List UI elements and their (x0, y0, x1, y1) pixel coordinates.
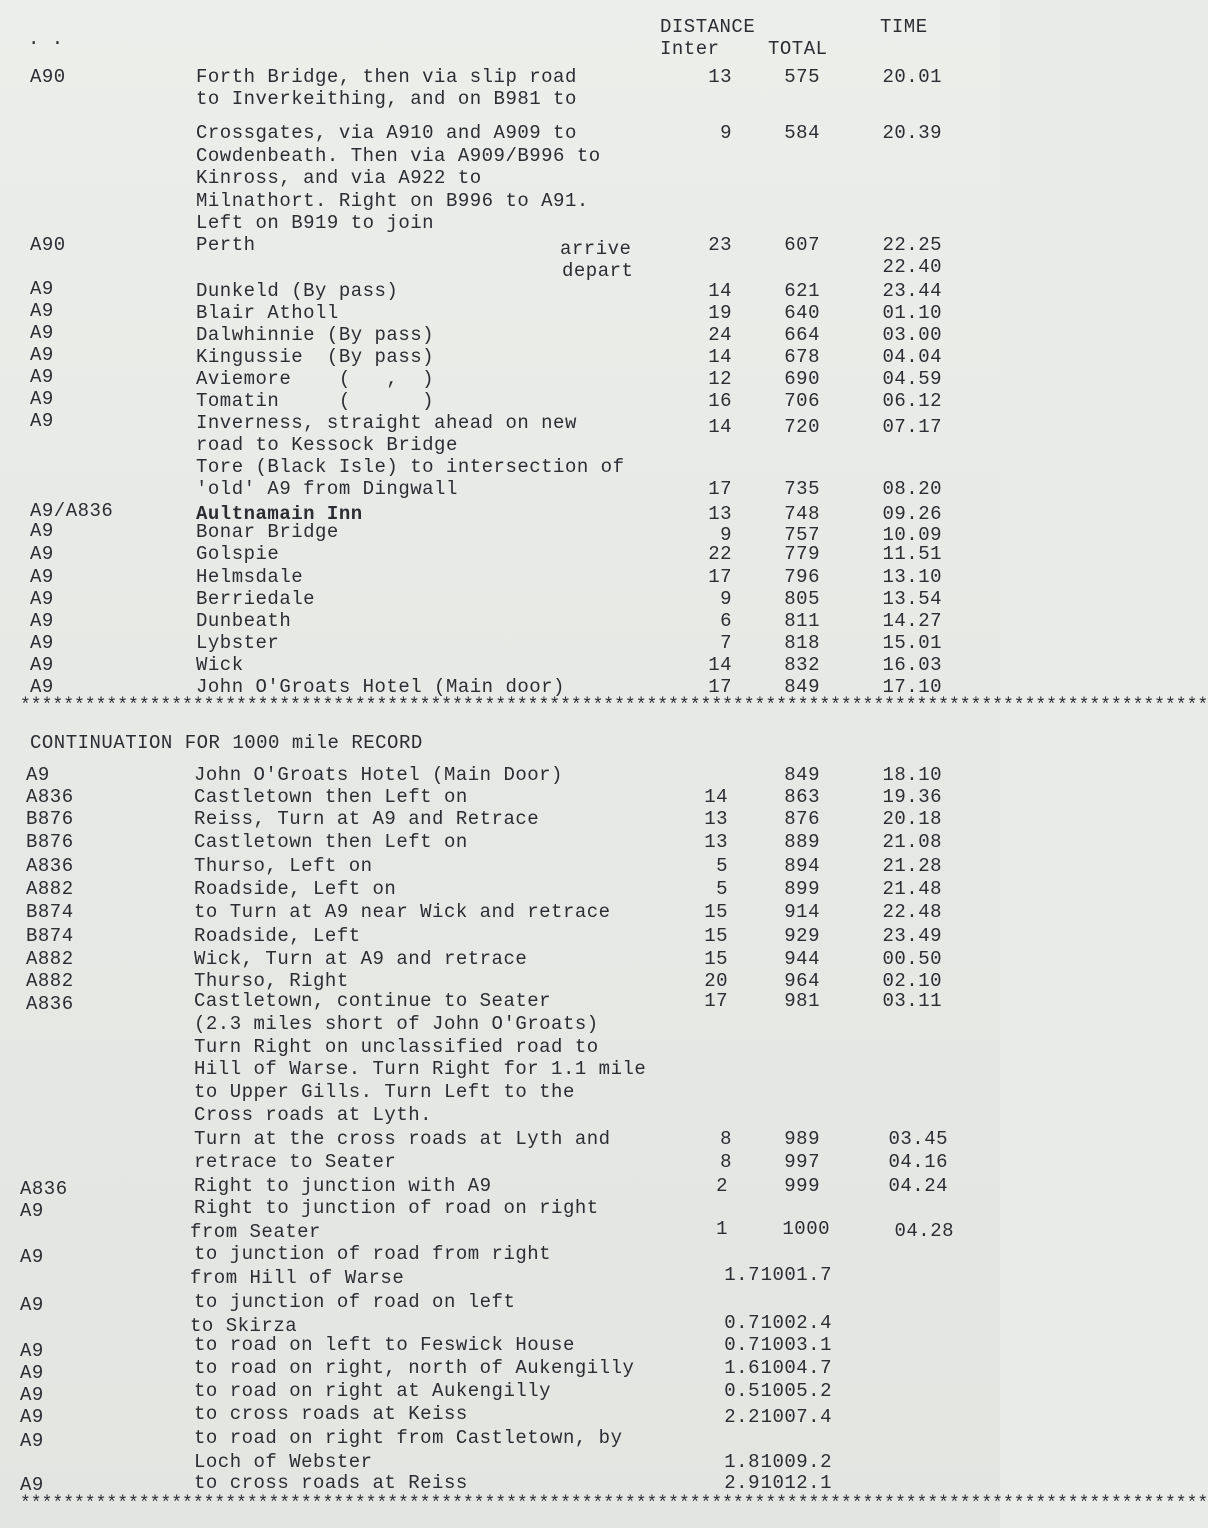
route-description: Reiss, Turn at A9 and Retrace (194, 808, 540, 830)
route-description: Berriedale (196, 588, 316, 610)
inter-distance: 14 (708, 346, 732, 368)
road-number: A9 (30, 543, 54, 565)
road-number: B876 (26, 831, 74, 853)
route-description: Tomatin ( ) (196, 390, 435, 412)
road-number: A9 (20, 1384, 44, 1406)
inter-distance: 22 (708, 543, 732, 565)
road-number: A9 (30, 676, 54, 698)
route-description: Crossgates, via A910 and A909 to (196, 122, 577, 144)
route-description: Castletown, continue to Seater (194, 990, 552, 1012)
time-value: 04.04 (882, 346, 942, 368)
time-value: 17.10 (882, 676, 942, 698)
route-description: Blair Atholl (196, 302, 339, 324)
route-description: Hill of Warse. Turn Right for 1.1 mile (194, 1058, 647, 1080)
route-description: to road on right at Aukengilly (194, 1380, 552, 1402)
time-value: 14.27 (882, 610, 942, 632)
total-distance: 1004.7 (760, 1357, 832, 1379)
inter-distance: 0.5 (724, 1380, 760, 1402)
total-distance: 989 (784, 1128, 820, 1150)
time-value: 04.59 (882, 368, 942, 390)
inter-distance: 20 (704, 970, 728, 992)
inter-distance: 15 (704, 925, 728, 947)
road-number: A90 (30, 234, 66, 256)
route-description: Dunbeath (196, 610, 292, 632)
route-description: to Turn at A9 near Wick and retrace (194, 901, 611, 923)
route-description: (2.3 miles short of John O'Groats) (194, 1013, 599, 1035)
inter-distance: 17 (708, 478, 732, 500)
route-description: Left on B919 to join (196, 212, 435, 234)
inter-distance: 5 (716, 855, 728, 877)
inter-distance: 9 (720, 524, 732, 546)
route-description: Loch of Webster (194, 1451, 373, 1473)
inter-distance: 1.7 (724, 1264, 760, 1286)
route-description: to cross roads at Reiss (194, 1472, 468, 1494)
total-distance: 876 (784, 808, 820, 830)
road-number: A9 (30, 654, 54, 676)
continuation-title: CONTINUATION FOR 1000 mile RECORD (30, 732, 423, 754)
distance-header: DISTANCE (660, 16, 756, 38)
route-description: road to Kessock Bridge (196, 434, 458, 456)
route-description: retrace to Seater (194, 1151, 397, 1173)
road-number: B874 (26, 901, 74, 923)
inter-distance: 1 (716, 1218, 728, 1240)
road-number: A9 (20, 1340, 44, 1362)
inter-distance: 2 (716, 1175, 728, 1197)
total-distance: 607 (784, 234, 820, 256)
route-description: Roadside, Left (194, 925, 361, 947)
time-value: 03.00 (882, 324, 942, 346)
road-number: A9 (20, 1474, 44, 1496)
route-description: to road on left to Feswick House (194, 1334, 575, 1356)
inter-distance: 1.8 (724, 1451, 760, 1473)
total-distance: 914 (784, 901, 820, 923)
inter-distance: 7 (720, 632, 732, 654)
separator-stars: ************************************************************************************************************** (20, 696, 1208, 716)
total-distance: 1009.2 (760, 1451, 832, 1473)
total-distance: 964 (784, 970, 820, 992)
inter-distance: 14 (708, 280, 732, 302)
time-value: 21.48 (882, 878, 942, 900)
total-header: TOTAL (768, 38, 828, 60)
route-description: to Upper Gills. Turn Left to the (194, 1081, 575, 1103)
route-description: to road on right, north of Aukengilly (194, 1357, 635, 1379)
inter-distance: 19 (708, 302, 732, 324)
road-number: A9/A836 (30, 500, 114, 522)
inter-distance: 12 (708, 368, 732, 390)
route-description: Perth (196, 234, 256, 256)
time-value: 04.16 (888, 1151, 948, 1173)
time-value: 21.28 (882, 855, 942, 877)
route-description: from Hill of Warse (190, 1267, 405, 1289)
total-distance: 997 (784, 1151, 820, 1173)
inter-distance: 17 (704, 990, 728, 1012)
inter-distance: 1.6 (724, 1357, 760, 1379)
time-value: 20.18 (882, 808, 942, 830)
total-distance: 621 (784, 280, 820, 302)
route-description: Aviemore ( , ) (196, 368, 435, 390)
total-distance: 981 (784, 990, 820, 1012)
time-value: 13.10 (882, 566, 942, 588)
road-number: A836 (26, 993, 74, 1015)
total-distance: 1000 (782, 1218, 830, 1240)
road-number: A9 (30, 322, 54, 344)
total-distance: 796 (784, 566, 820, 588)
inter-distance: 8 (720, 1151, 732, 1173)
time-value: 03.11 (882, 990, 942, 1012)
route-description: Kinross, and via A922 to (196, 167, 482, 189)
time-value: 20.01 (882, 66, 942, 88)
total-distance: 1005.2 (760, 1380, 832, 1402)
route-description: Helmsdale (196, 566, 304, 588)
total-distance: 640 (784, 302, 820, 324)
road-number: A836 (26, 786, 74, 808)
route-description: to cross roads at Keiss (194, 1403, 468, 1425)
route-description: Castletown then Left on (194, 831, 468, 853)
route-description: to Skirza (190, 1315, 298, 1337)
total-distance: 664 (784, 324, 820, 346)
road-number: A9 (30, 520, 54, 542)
road-number: A9 (20, 1430, 44, 1452)
road-number: A9 (26, 764, 50, 786)
road-number: A9 (30, 388, 54, 410)
inter-distance: 9 (720, 122, 732, 144)
total-distance: 757 (784, 524, 820, 546)
route-description: Right to junction of road on right (194, 1197, 599, 1219)
time-value: 11.51 (882, 543, 942, 565)
road-number: A9 (30, 344, 54, 366)
total-distance: 818 (784, 632, 820, 654)
road-number: A9 (20, 1406, 44, 1428)
inter-distance: 13 (708, 66, 732, 88)
inter-distance: 14 (708, 654, 732, 676)
route-description: Forth Bridge, then via slip road (196, 66, 577, 88)
route-description: Aultnamain Inn (196, 503, 363, 525)
route-description: Tore (Black Isle) to intersection of (196, 456, 625, 478)
time-value: 21.08 (882, 831, 942, 853)
route-description: John O'Groats Hotel (Main door) (196, 676, 565, 698)
route-description: Turn Right on unclassified road to (194, 1036, 599, 1058)
route-description: Dunkeld (By pass) (196, 280, 399, 302)
total-distance: 849 (784, 764, 820, 786)
total-distance: 1007.4 (760, 1406, 832, 1428)
separator-stars-bottom: ************************************************************************************************************** (20, 1494, 1208, 1514)
road-number: A9 (30, 632, 54, 654)
total-distance: 584 (784, 122, 820, 144)
inter-distance: 24 (708, 324, 732, 346)
total-distance: 575 (784, 66, 820, 88)
route-description: Thurso, Left on (194, 855, 373, 877)
road-number: B876 (26, 808, 74, 830)
time-value: 13.54 (882, 588, 942, 610)
inter-distance: 17 (708, 566, 732, 588)
route-description: Castletown then Left on (194, 786, 468, 808)
total-distance: 1003.1 (760, 1334, 832, 1356)
total-distance: 849 (784, 676, 820, 698)
total-distance: 929 (784, 925, 820, 947)
road-number: A9 (30, 610, 54, 632)
route-description: Bonar Bridge (196, 521, 339, 543)
route-description: Lybster (196, 632, 280, 654)
inter-distance: 0.7 (724, 1312, 760, 1334)
route-description: from Seater (190, 1221, 321, 1243)
total-distance: 720 (784, 416, 820, 438)
time-value: 22.25 (882, 234, 942, 256)
route-description: to junction of road on left (194, 1291, 516, 1313)
road-number: A9 (30, 300, 54, 322)
route-description: Right to junction with A9 (194, 1175, 492, 1197)
route-description: Wick, Turn at A9 and retrace (194, 948, 528, 970)
time-value: 02.10 (882, 970, 942, 992)
road-number: A9 (30, 588, 54, 610)
time-value: 01.10 (882, 302, 942, 324)
total-distance: 944 (784, 948, 820, 970)
route-description: John O'Groats Hotel (Main Door) (194, 764, 563, 786)
time-value: 09.26 (882, 503, 942, 525)
total-distance: 811 (784, 610, 820, 632)
road-number: A882 (26, 878, 74, 900)
total-distance: 894 (784, 855, 820, 877)
time-value: 10.09 (882, 524, 942, 546)
inter-distance: 14 (708, 416, 732, 438)
route-description: Inverness, straight ahead on new (196, 412, 577, 434)
inter-distance: 0.7 (724, 1334, 760, 1356)
depart-label: depart (562, 260, 634, 282)
total-distance: 899 (784, 878, 820, 900)
total-distance: 748 (784, 503, 820, 525)
route-description: to Inverkeithing, and on B981 to (196, 88, 577, 110)
inter-distance: 5 (716, 878, 728, 900)
route-description: Turn at the cross roads at Lyth and (194, 1128, 611, 1150)
road-number: A90 (30, 66, 66, 88)
inter-distance: 23 (708, 234, 732, 256)
total-distance: 1002.4 (760, 1312, 832, 1334)
road-number: A9 (30, 278, 54, 300)
time-value: 22.48 (882, 901, 942, 923)
total-distance: 706 (784, 390, 820, 412)
inter-distance: 15 (704, 948, 728, 970)
road-number: A836 (26, 855, 74, 877)
road-number: A882 (26, 970, 74, 992)
time-value: 23.44 (882, 280, 942, 302)
inter-distance: 14 (704, 786, 728, 808)
time-value: 06.12 (882, 390, 942, 412)
time-value: 03.45 (888, 1128, 948, 1150)
time-value: 18.10 (882, 764, 942, 786)
time-value: 07.17 (882, 416, 942, 438)
inter-distance: 17 (708, 676, 732, 698)
route-description: Golspie (196, 543, 280, 565)
total-distance: 805 (784, 588, 820, 610)
inter-distance: 6 (720, 610, 732, 632)
inter-distance: 8 (720, 1128, 732, 1150)
time-value: 04.28 (894, 1220, 954, 1242)
total-distance: 779 (784, 543, 820, 565)
time-value: 23.49 (882, 925, 942, 947)
route-description: Dalwhinnie (By pass) (196, 324, 435, 346)
total-distance: 863 (784, 786, 820, 808)
corner-dots: . . (28, 28, 64, 50)
route-description: 'old' A9 from Dingwall (196, 478, 458, 500)
route-description: Cowdenbeath. Then via A909/B996 to (196, 145, 601, 167)
inter-distance: 2.2 (724, 1406, 760, 1428)
road-number: A882 (26, 948, 74, 970)
total-distance: 999 (784, 1175, 820, 1197)
route-description: Wick (196, 654, 244, 676)
time-header: TIME (880, 16, 928, 38)
road-number: A9 (30, 566, 54, 588)
road-number: A9 (20, 1200, 44, 1222)
inter-distance: 15 (704, 901, 728, 923)
time-value: 19.36 (882, 786, 942, 808)
total-distance: 1012.1 (760, 1472, 832, 1494)
road-number: A9 (30, 410, 54, 432)
road-number: A836 (20, 1178, 68, 1200)
route-description: Milnathort. Right on B996 to A91. (196, 190, 589, 212)
time-value: 15.01 (882, 632, 942, 654)
route-description: to junction of road from right (194, 1243, 552, 1265)
inter-distance: 13 (708, 503, 732, 525)
road-number: A9 (20, 1246, 44, 1268)
total-distance: 832 (784, 654, 820, 676)
time-value: 22.40 (882, 256, 942, 278)
time-value: 20.39 (882, 122, 942, 144)
road-number: A9 (30, 366, 54, 388)
total-distance: 735 (784, 478, 820, 500)
time-value: 00.50 (882, 948, 942, 970)
time-value: 08.20 (882, 478, 942, 500)
time-value: 04.24 (888, 1175, 948, 1197)
total-distance: 678 (784, 346, 820, 368)
inter-header: Inter (660, 38, 720, 60)
route-description: Roadside, Left on (194, 878, 397, 900)
route-description: Thurso, Right (194, 970, 349, 992)
inter-distance: 2.9 (724, 1472, 760, 1494)
inter-distance: 13 (704, 831, 728, 853)
road-number: A9 (20, 1294, 44, 1316)
inter-distance: 13 (704, 808, 728, 830)
time-value: 16.03 (882, 654, 942, 676)
total-distance: 889 (784, 831, 820, 853)
inter-distance: 9 (720, 588, 732, 610)
route-description: Cross roads at Lyth. (194, 1104, 433, 1126)
road-number: A9 (20, 1362, 44, 1384)
route-description: to road on right from Castletown, by (194, 1427, 623, 1449)
total-distance: 1001.7 (760, 1264, 832, 1286)
arrive-label: arrive (560, 238, 632, 260)
route-description: Kingussie (By pass) (196, 346, 435, 368)
road-number: B874 (26, 925, 74, 947)
inter-distance: 16 (708, 390, 732, 412)
total-distance: 690 (784, 368, 820, 390)
